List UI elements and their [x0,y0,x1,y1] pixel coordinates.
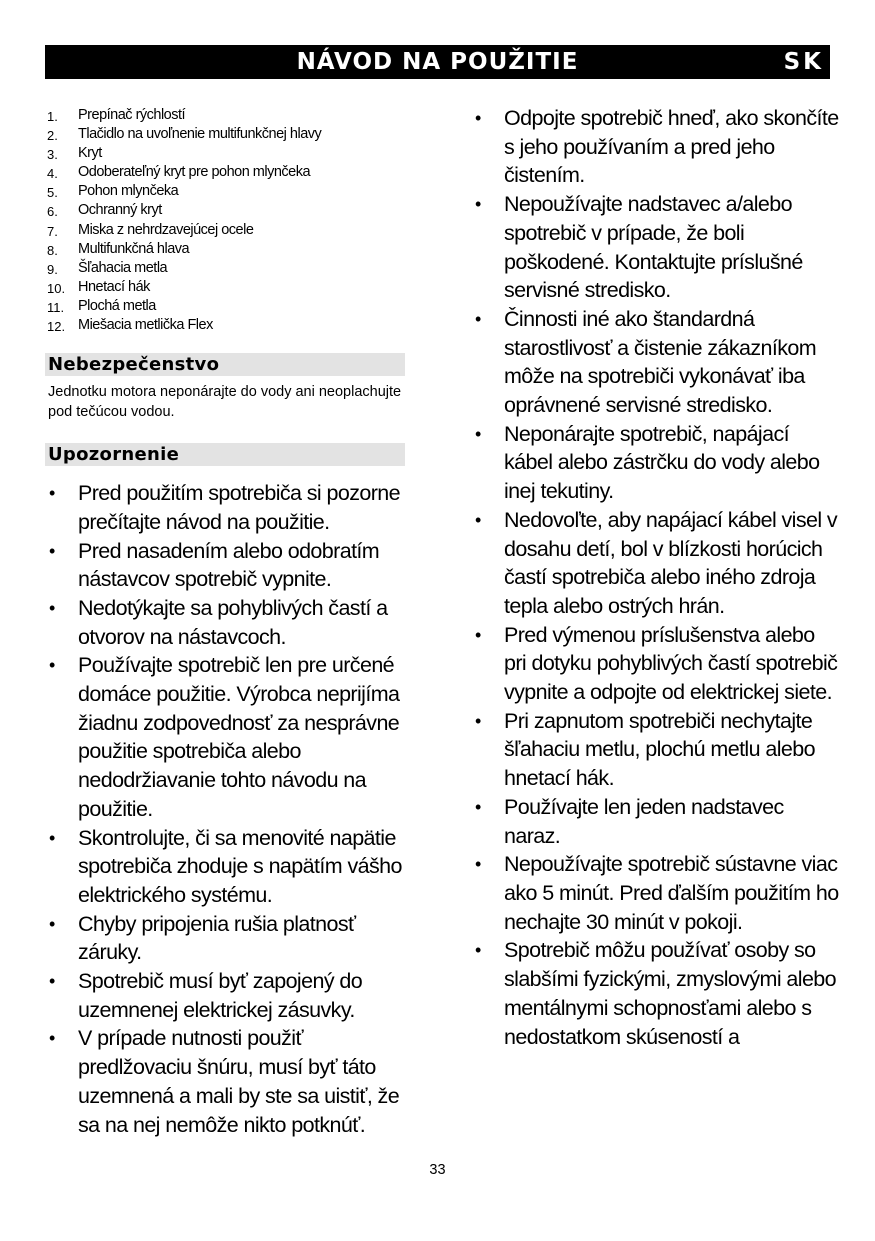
bullet-icon: • [475,423,481,444]
danger-heading: Nebezpečenstvo [45,353,405,376]
part-number: 2. [47,128,58,144]
warning-item-text: Chyby pripojenia rušia platnosť záruky. [78,911,356,965]
part-label: Šľahacia metla [78,259,168,276]
warning-item-text: Neponárajte spotrebič, napájací kábel alebo zástrčku do vody alebo inej tekutiny. [504,421,820,504]
bullet-icon: • [475,624,481,645]
part-item [45,297,405,316]
warning-item-text: Spotrebič môžu používať osoby so slabšími fyzickými, zmyslovými alebo mentálnymi schopnosťami alebo s nedostatkom skúseností a [504,938,837,1049]
warning-list-right [471,104,841,1051]
part-number: 1. [47,109,58,124]
part-item [45,201,405,220]
part-label: Miska z nehrdzavejúcej ocele [78,221,254,238]
part-label: Ochranný kryt [78,202,162,219]
warning-item-text: Nepoužívajte spotrebič sústavne viac ako 5 minút. Pred ďalším použitím ho nechajte 30 minút v pokoji. [504,852,839,934]
bullet-icon: • [475,710,481,731]
bullet-icon: • [49,971,55,992]
bullet-icon: • [49,827,55,848]
part-label: Kryt [78,145,102,162]
warning-item-text: Používajte len jeden nadstavec naraz. [504,794,784,848]
page-number: 33 [429,1162,446,1178]
part-label: Odoberateľný kryt pre pohon mlynčeka [78,164,311,181]
warning-item-text: Pri zapnutom spotrebiči nechytajte šľahaciu metlu, plochú metlu alebo hnetací hák. [504,708,815,791]
warning-item [45,594,405,651]
left-column [45,106,405,1139]
part-item [45,316,405,335]
part-item [45,106,405,125]
right-column [471,104,841,1051]
warning-heading: Upozornenie [45,443,405,466]
part-label: Plochá metla [78,297,156,314]
bullet-icon: • [475,194,481,215]
part-label: Multifunkčná hlava [78,240,190,257]
part-number: 12. [47,319,66,335]
warning-item-text: Nepoužívajte nadstavec a/alebo spotrebič v prípade, že boli poškodené. Kontaktujte príslušné servisné stredisko. [504,192,803,303]
danger-text: Jednotku motora neponárajte do vody ani neoplachujte pod tečúcou vodou. [48,384,402,420]
warning-item-text: Pred nasadením alebo odobratím nástavcov spotrebič vypnite. [78,538,380,592]
part-number: 4. [47,166,58,182]
warning-list-left [45,479,405,1139]
page-header [45,45,830,79]
language-code: SK [783,49,824,75]
warning-item [45,537,405,594]
bullet-icon: • [475,308,481,329]
part-label: Hnetací hák [78,278,150,295]
warning-item [45,479,405,536]
warning-item [471,936,841,1051]
warning-item [471,305,841,420]
warning-item-text: V prípade nutnosti použiť predlžovaciu šnúru, musí byť táto uzemnená a mali by ste sa uistiť, že sa na nej nemôže nikto potknúť. [78,1026,400,1137]
warning-item [471,621,841,707]
warning-item [45,651,405,823]
bullet-icon: • [49,655,55,676]
warning-item-text: Pred výmenou príslušenstva alebo pri dotyku pohyblivých častí spotrebič vypnite a odpojte od elektrickej siete. [504,622,838,705]
part-label: Prepínač rýchlostí [78,107,186,123]
bullet-icon: • [475,108,481,128]
warning-item-text: Skontrolujte, či sa menovité napätie spotrebiča zhoduje s napätím vášho elektrického systému. [78,825,402,907]
bullet-icon: • [49,483,55,504]
bullet-icon: • [49,913,55,934]
part-item [45,240,405,259]
part-item [45,221,405,240]
part-item [45,125,405,144]
warning-item [471,506,841,621]
part-item [45,259,405,278]
warning-item [471,850,841,936]
bullet-icon: • [49,597,55,618]
part-item [45,144,405,163]
part-number: 5. [47,185,58,201]
bullet-icon: • [475,940,481,961]
warning-item [471,190,841,305]
part-item [45,163,405,182]
part-number: 7. [47,223,58,239]
part-number: 10. [47,280,66,296]
bullet-icon: • [49,1028,55,1049]
page-title: NÁVOD NA POUŽITIE [296,49,579,75]
bullet-icon: • [475,854,481,875]
part-label: Pohon mlynčeka [78,183,179,200]
bullet-icon: • [475,509,481,530]
part-label: Tlačidlo na uvoľnenie multifunkčnej hlavy [78,126,322,143]
parts-list [45,106,405,335]
part-number: 11. [47,299,65,315]
part-number: 3. [47,147,58,163]
warning-item-text: Odpojte spotrebič hneď, ako skončíte s jeho používaním a pred jeho čistením. [504,106,839,188]
warning-item [45,967,405,1024]
warning-item [471,420,841,506]
part-number: 8. [47,242,58,258]
part-number: 6. [47,204,58,220]
warning-item [45,1024,405,1139]
part-label: Miešacia metlička Flex [78,317,213,334]
warning-item [45,910,405,967]
warning-item-text: Používajte spotrebič len pre určené domáce použitie. Výrobca neprijíma žiadnu zodpovednosť za nesprávne použitie spotrebiča alebo nedodržiavanie tohto návodu na použitie. [78,653,400,821]
warning-item-text: Pred použitím spotrebiča si pozorne prečítajte návod na použitie. [78,481,400,534]
warning-item [45,824,405,910]
warning-item [471,793,841,850]
warning-item-text: Spotrebič musí byť zapojený do uzemnenej elektrickej zásuvky. [78,969,363,1022]
bullet-icon: • [49,540,55,561]
warning-item [471,707,841,793]
warning-item-text: Nedotýkajte sa pohyblivých častí a otvorov na nástavcoch. [78,595,388,649]
part-item [45,182,405,201]
warning-item [471,104,841,190]
warning-item-text: Činnosti iné ako štandardná starostlivosť a čistenie zákazníkom môže na spotrebiči vykonávať iba oprávnené servisné stredisko. [504,306,817,418]
part-item [45,278,405,297]
part-number: 9. [47,261,58,277]
warning-item-text: Nedovoľte, aby napájací kábel visel v dosahu detí, bol v blízkosti horúcich častí spotrebiča alebo iného zdroja tepla alebo ostrých hrán. [504,507,838,618]
bullet-icon: • [475,796,481,817]
